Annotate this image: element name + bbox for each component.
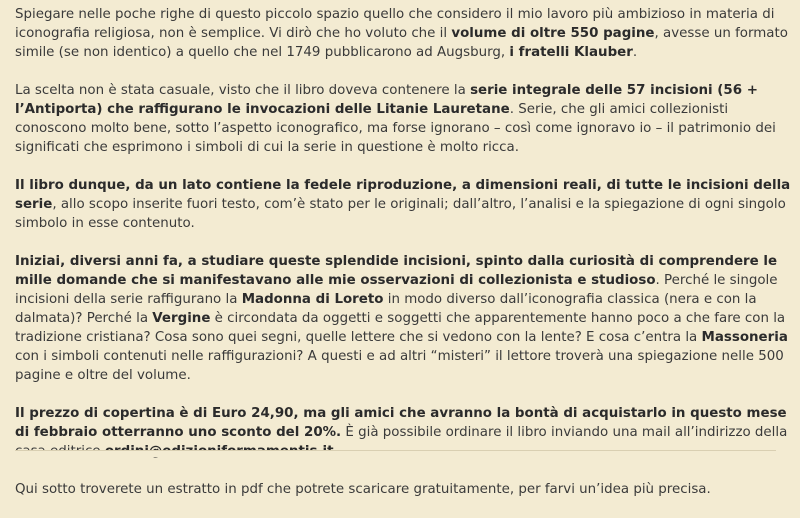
paragraph-series xyxy=(15,81,792,157)
text-segment: . Perché le singole incisioni della serie raffigurano la xyxy=(15,273,778,307)
bold-segment: Massoneria xyxy=(701,330,788,345)
paragraph-intro xyxy=(15,5,792,62)
paragraph-study xyxy=(15,252,792,385)
bold-segment: Il prezzo di copertina è di Euro 24,90, ma gli amici che avranno la bontà di acquistarlo in questo mese di febbraio otterranno uno sconto del 20%. xyxy=(15,406,787,440)
bold-segment: Vergine xyxy=(152,311,211,326)
text-segment: è circondata da oggetti e soggetti che apparentemente hanno poco a che fare con la tradizione cristiana? Cosa sono quei segni, quelle lettere che si vedono con la lente? E cosa c’entra la xyxy=(15,311,786,345)
paragraph-contents xyxy=(15,176,792,233)
text-segment: . Serie, che gli amici collezionisti conoscono molto bene, sotto l’aspetto iconografico, ma forse ignorano – così come ignoravo io – il patrimonio dei significati che esprimono i simboli di cui la serie in questione è molto ricca. xyxy=(15,102,776,155)
text-segment: Spiegare nelle poche righe di questo piccolo spazio quello che considero il mio lavoro più ambizioso in materia di iconografia religiosa, non è semplice. Vi dirò che ho voluto che il xyxy=(15,7,775,41)
text-segment: , avesse un formato simile (se non identico) a quello che nel 1749 pubblicarono ad Augsburg, xyxy=(15,26,788,60)
bold-segment: Il libro dunque, da un lato contiene la fedele riproduzione, a dimensioni reali, di tutte le incisioni della serie xyxy=(15,178,791,212)
text-segment: È già possibile ordinare il libro inviando una mail all’indirizzo della xyxy=(345,425,788,440)
pdf-embed-top-edge xyxy=(15,450,776,457)
bold-segment: serie integrale delle 57 incisioni (56 + l’Antiporta) che raffigurano le invocazioni delle Litanie Lauretane xyxy=(15,83,758,117)
bold-segment: volume di oltre 550 pagine xyxy=(451,26,655,41)
bold-segment: Iniziai, diversi anni fa, a studiare queste splendide incisioni, spinto dalla curiosità di comprendere le mille domande che si manifestavano alle mie osservazioni di collezionista e studioso xyxy=(15,254,778,288)
text-segment: con i simboli contenuti nelle raffigurazioni? A questi e ad altri “misteri” il lettore troverà una spiegazione nelle 500 pagine e oltre del volume. xyxy=(15,349,784,383)
text-segment: . xyxy=(632,45,638,60)
text-segment: , allo scopo inserite fuori testo, com’è stato per le originali; dall’altro, l’analisi e la spiegazione di ogni singolo simbolo in esse contenuto. xyxy=(15,197,786,231)
bold-segment: Madonna di Loreto xyxy=(241,292,384,307)
paragraph-download xyxy=(15,480,792,499)
text-segment: La scelta non è stata casuale, visto che il libro doveva contenere la xyxy=(15,83,471,98)
bold-segment: i fratelli Klauber xyxy=(509,45,633,60)
text-segment: in modo diverso dall’iconografia classica (nera e con la dalmata)? Perché la xyxy=(15,292,757,326)
text-segment: Qui sotto troverete un estratto in pdf che potrete scaricare gratuitamente, per farvi un’idea più precisa. xyxy=(15,482,711,497)
